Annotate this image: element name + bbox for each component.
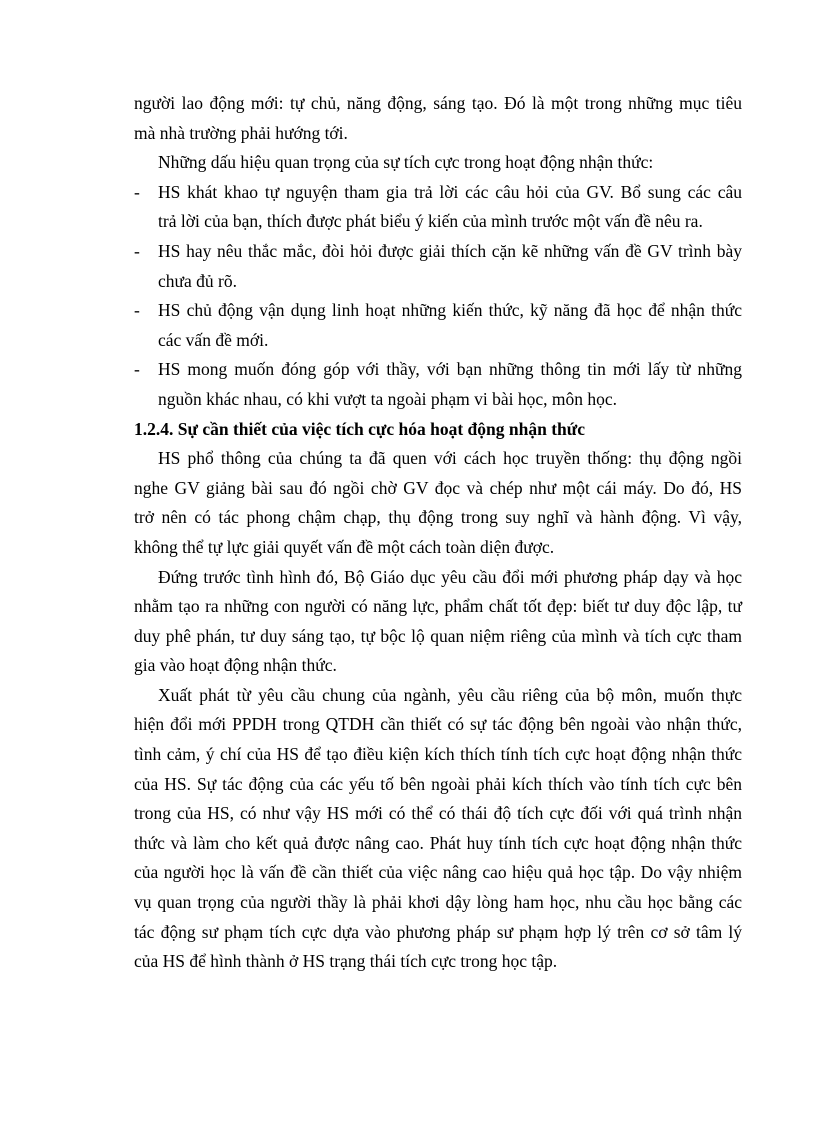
paragraph-line: không thể tự lực giải quyết vấn đề một cách toàn diện được.: [134, 536, 555, 557]
bullet-text: HS khát khao tự nguyện tham gia trả lời các câu hỏi của GV. Bổ sung các câu: [158, 181, 742, 202]
bullet-text: các vấn đề mới.: [158, 329, 269, 350]
list-item: [134, 178, 742, 237]
paragraph-line: của HS. Sự tác động của các yếu tố bên ngoài phải kích thích vào tính tích cực bên: [134, 773, 742, 794]
paragraph-line: Xuất phát từ yêu cầu chung của ngành, yêu cầu riêng của bộ môn, muốn thực: [158, 684, 742, 705]
paragraph-line: nhằm tạo ra những con người có năng lực, phẩm chất tốt đẹp: biết tư duy độc lập, tư: [134, 596, 742, 617]
document-body: [134, 89, 742, 977]
bullet-text: HS hay nêu thắc mắc, đòi hỏi được giải thích cặn kẽ những vấn đề GV trình bày: [158, 240, 742, 261]
paragraph: [134, 681, 742, 977]
paragraph-line: duy phê phán, tư duy sáng tạo, tự bộc lộ quan niệm riêng của mình và tích cực tham: [134, 625, 742, 646]
paragraph-line: trong của HS, có như vậy HS mới có thể có thái độ tích cực đối với quá trình nhận: [134, 803, 742, 824]
intro-line: mà nhà trường phải hướng tới.: [134, 122, 348, 143]
paragraph-line: của người học là vấn đề cần thiết của việc nâng cao hiệu quả học tập. Do vậy nhiệm: [134, 862, 742, 883]
signs-intro: Những dấu hiệu quan trọng của sự tích cực trong hoạt động nhận thức:: [158, 152, 654, 173]
bullet-text: HS mong muốn đóng góp với thầy, với bạn những thông tin mới lấy từ những: [158, 359, 742, 380]
paragraph-line: vụ quan trọng của người thầy là phải khơi dậy lòng ham học, nhu cầu học bằng các: [134, 892, 742, 913]
bullet-dash: -: [134, 359, 140, 380]
bullet-text: nguồn khác nhau, có khi vượt ta ngoài phạm vi bài học, môn học.: [158, 388, 618, 409]
paragraph-line: trở nên có tác phong chậm chạp, thụ động trong suy nghĩ và hành động. Vì vậy,: [134, 507, 742, 528]
bullet-dash: -: [134, 300, 140, 321]
paragraph: [134, 444, 742, 562]
list-item: [134, 237, 742, 296]
paragraph: [134, 563, 742, 681]
bullet-dash: -: [134, 181, 140, 202]
paragraph-line: Đứng trước tình hình đó, Bộ Giáo dục yêu cầu đổi mới phương pháp dạy và học: [158, 566, 742, 587]
paragraph-line: HS phổ thông của chúng ta đã quen với cách học truyền thống: thụ động ngồi: [158, 448, 742, 469]
bullet-text: chưa đủ rõ.: [158, 270, 237, 291]
bullet-dash: -: [134, 240, 140, 261]
paragraph-line: tác động sư phạm tích cực dựa vào phương pháp sư phạm hợp lý trên cơ sở tâm lý: [134, 921, 742, 942]
paragraph-line: hiện đổi mới PPDH trong QTDH cần thiết có sự tác động bên ngoài vào nhận thức,: [134, 714, 742, 735]
paragraph-line: tình cảm, ý chí của HS để tạo điều kiện kích thích tính tích cực hoạt động nhận thức: [134, 744, 742, 765]
paragraph-line: gia vào hoạt động nhận thức.: [134, 655, 337, 676]
paragraph-line: nghe GV giảng bài sau đó ngồi chờ GV đọc và chép như một cái máy. Do đó, HS: [134, 477, 742, 498]
paragraph-line: thức và làm cho kết quả được nâng cao. Phát huy tính tích cực hoạt động nhận thức: [134, 832, 742, 853]
bullet-text: HS chủ động vận dụng linh hoạt những kiến thức, kỹ năng đã học để nhận thức: [158, 300, 742, 321]
bullet-text: trả lời của bạn, thích được phát biểu ý kiến của mình trước một vấn đề nêu ra.: [158, 211, 703, 232]
section-heading: 1.2.4. Sự cần thiết của việc tích cực hóa hoạt động nhận thức: [134, 418, 586, 439]
bullet-list: [134, 178, 742, 415]
intro-line: người lao động mới: tự chủ, năng động, sáng tạo. Đó là một trong những mục tiêu: [134, 93, 742, 113]
list-item: [134, 296, 742, 355]
list-item: [134, 355, 742, 414]
paragraph-line: của HS để hình thành ở HS trạng thái tích cực trong học tập.: [134, 951, 558, 972]
